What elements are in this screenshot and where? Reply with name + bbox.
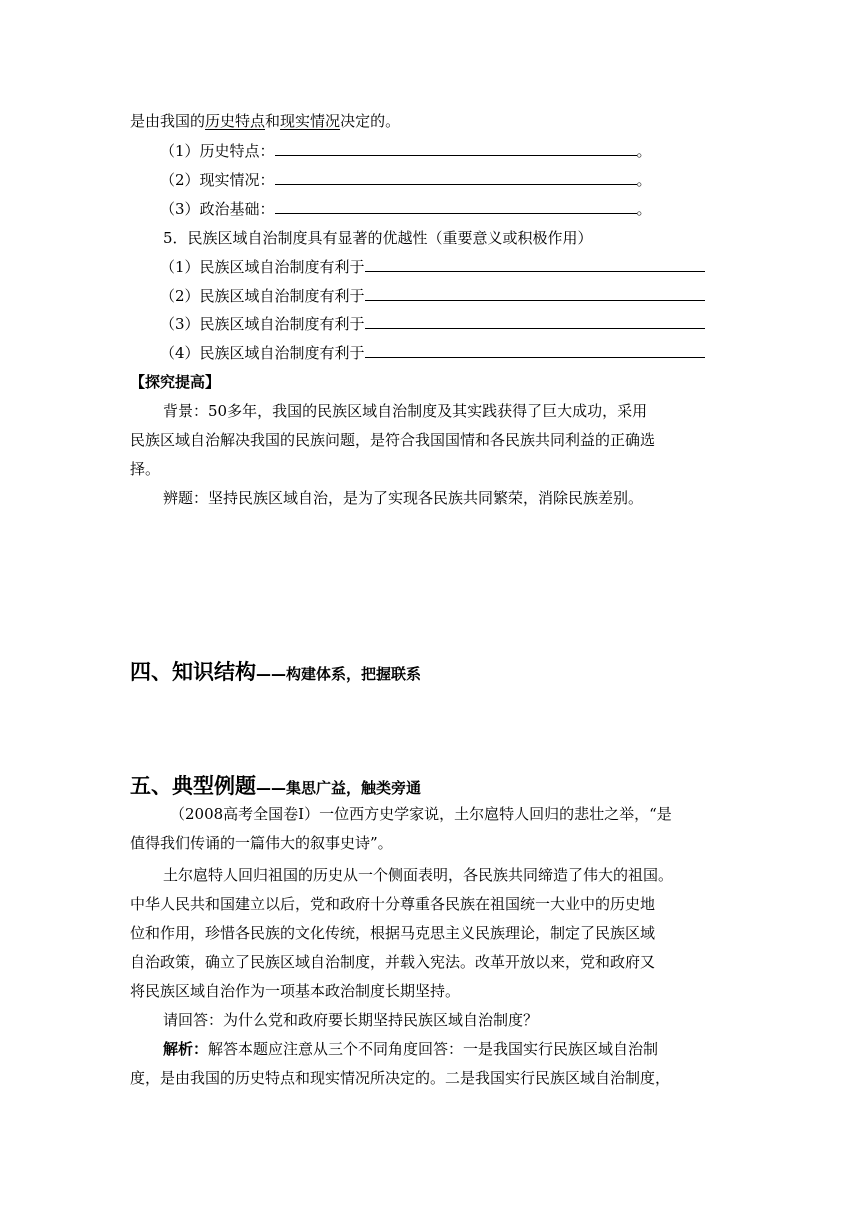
question-line: 请回答：为什么党和政府要长期坚持民族区域自治制度？ — [163, 1011, 539, 1029]
reason-label: （3）政治基础： — [160, 200, 275, 218]
section-title-main: 五、典型例题 — [130, 774, 256, 798]
example-line: 中华人民共和国建立以后，党和政府十分尊重各民族在祖国统一大业中的历史地 — [130, 895, 656, 913]
background-line: 民族区域自治解决我国的民族问题，是符合我国国情和各民族共同利益的正确选 — [130, 431, 656, 449]
example-line: （2008高考全国卷Ⅰ）一位西方史学家说，土尔扈特人回归的悲壮之举，“是 — [170, 805, 672, 823]
answer-blank[interactable] — [365, 286, 705, 301]
section-title-sub: ——集思广益，触类旁通 — [256, 779, 422, 797]
benefit-item — [160, 286, 705, 306]
reason-end: 。 — [636, 171, 652, 189]
underlined-term-reality: 现实情况 — [280, 112, 341, 130]
benefit-label: （2）民族区域自治制度有利于 — [160, 287, 365, 305]
benefit-label: （4）民族区域自治制度有利于 — [160, 344, 365, 362]
analysis-line: 度，是由我国的历史特点和现实情况所决定的。二是我国实行民族区域自治制度， — [130, 1069, 671, 1087]
section-five-title — [130, 770, 421, 800]
background-line: 背景：50多年，我国的民族区域自治制度及其实践获得了巨大成功，采用 — [163, 402, 648, 420]
example-line: 将民族区域自治作为一项基本政治制度长期坚持。 — [130, 982, 461, 1000]
analysis-text: 解答本题应注意从三个不同角度回答：一是我国实行民族区域自治制 — [208, 1040, 659, 1058]
intro-line — [130, 111, 400, 131]
answer-blank[interactable] — [365, 314, 705, 329]
reason-end: 。 — [636, 142, 652, 160]
section-title-sub: ——构建体系，把握联系 — [256, 665, 422, 683]
example-line: 位和作用，珍惜各民族的文化传统，根据马克思主义民族理论，制定了民族区域 — [130, 924, 656, 942]
underlined-term-history: 历史特点 — [205, 112, 266, 130]
background-line: 择。 — [130, 460, 161, 478]
section-four-title — [130, 656, 421, 686]
benefit-label: （3）民族区域自治制度有利于 — [160, 315, 365, 333]
benefit-item — [160, 314, 705, 334]
benefit-item — [160, 343, 705, 363]
example-line: 自治政策，确立了民族区域自治制度，并载入宪法。改革开放以来，党和政府又 — [130, 953, 656, 971]
section-title-main: 四、知识结构 — [130, 660, 256, 684]
reason-end: 。 — [636, 200, 652, 218]
answer-blank[interactable] — [275, 141, 637, 156]
reason-item — [160, 170, 652, 190]
point-five-heading: 5．民族区域自治制度具有显著的优越性（重要意义或积极作用） — [163, 229, 593, 247]
reason-item — [160, 199, 652, 219]
example-line: 土尔扈特人回归祖国的历史从一个侧面表明，各民族共同缔造了伟大的祖国。 — [163, 866, 674, 884]
answer-blank[interactable] — [365, 257, 705, 272]
example-line: 值得我们传诵的一篇伟大的叙事史诗”。 — [130, 834, 393, 852]
reason-item — [160, 141, 652, 161]
benefit-item — [160, 257, 705, 277]
intro-text: 决定的。 — [340, 112, 401, 130]
reason-label: （2）现实情况： — [160, 171, 275, 189]
answer-blank[interactable] — [365, 343, 705, 358]
reason-label: （1）历史特点： — [160, 142, 275, 160]
analysis-label: 解析： — [163, 1040, 209, 1058]
analysis-line — [163, 1039, 658, 1059]
debate-line: 辨题：坚持民族区域自治，是为了实现各民族共同繁荣，消除民族差别。 — [163, 489, 644, 507]
answer-blank[interactable] — [275, 170, 637, 185]
benefit-label: （1）民族区域自治制度有利于 — [160, 258, 365, 276]
intro-text: 是由我国的 — [130, 112, 206, 130]
explore-heading: 【探究提高】 — [130, 373, 221, 391]
answer-blank[interactable] — [275, 199, 637, 214]
intro-text: 和 — [265, 112, 281, 130]
